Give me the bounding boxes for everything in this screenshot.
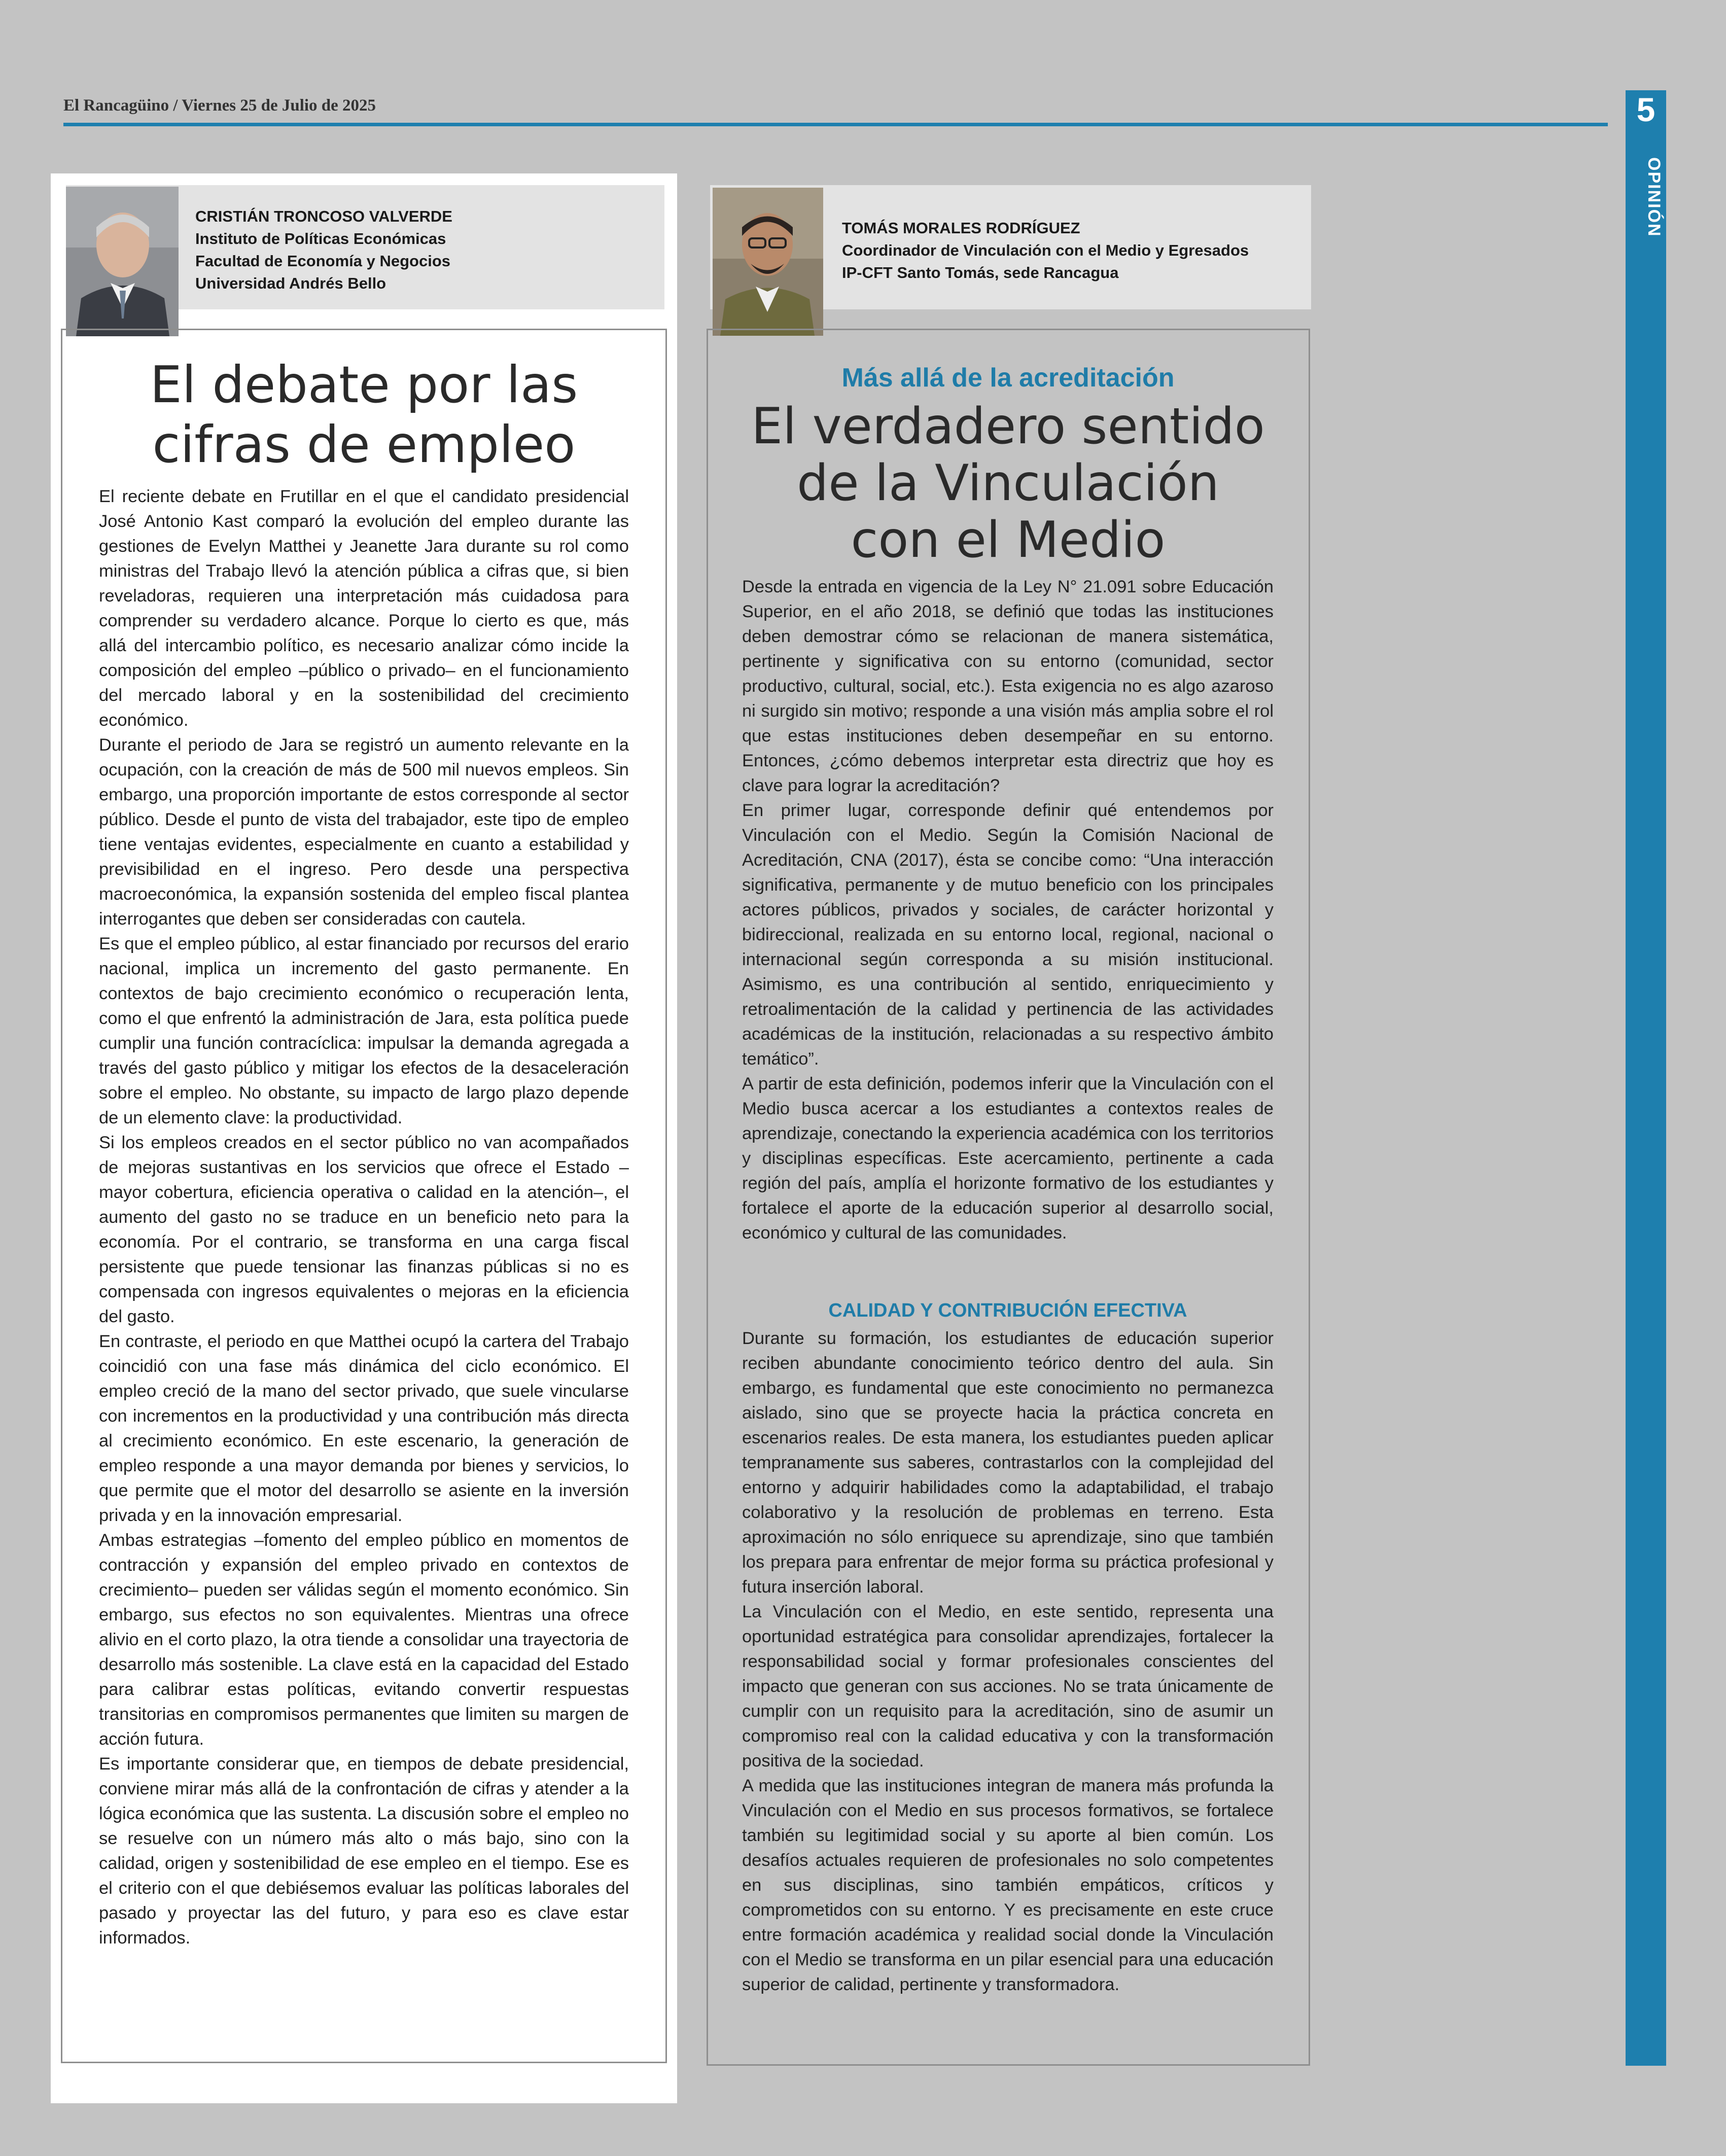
right-author-meta [842,217,1309,284]
right-paragraph: Desde la entrada en vigencia de la Ley N° 21.091 sobre Educación Superior, en el año 2018, se definió que todas las instituciones deben demostrar cómo se relacionan de manera sistemática, pertinente y significativa con su entorno (comunidad, sector productivo, cultural, social, etc.). Esta exigencia no es algo azaroso ni surgido sin motivo; responde a una visión más amplia sobre el rol que estas instituciones deben desempeñar en su entorno. Entonces, ¿cómo debemos interpretar esta directriz que hoy es clave para lograr la acreditación? [742,577,1274,795]
right-headline-line-2: de la Vinculación [797,454,1219,512]
right-author-photo [713,188,823,336]
portrait-image [713,188,823,336]
left-paragraph: Si los empleos creados en el sector público no van acompañados de mejoras sustantivas en los servicios que ofrece el Estado –mayor cobertura, eficiencia operativa o calidad en la atención–, el aumento del gasto no se traduce en un beneficio neto para la economía. Por el contrario, se transforma en una carga fiscal persistente que puede tensionar las finanzas públicas si no es compensada con ingresos equivalentes o mejoras en la eficiencia del gasto. [99,1133,629,1326]
right-article-body-part2 [742,1326,1274,1997]
right-paragraph: A partir de esta definición, podemos inferir que la Vinculación con el Medio busca acercar a los estudiantes a contextos reales de aprendizaje, conectando la experiencia académica con los territorios y disciplinas específicas. Este acercamiento, pertinente a cada región del país, amplía el horizonte formativo de los estudiantes y fortalece el aporte de la educación superior al desarrollo social, económico y cultural de las comunidades. [742,1074,1274,1243]
left-paragraph: En contraste, el periodo en que Matthei ocupó la cartera del Trabajo coincidió con una fase más dinámica del ciclo económico. El empleo creció de la mano del sector privado, que suele vincularse con incrementos en la productividad y una contribución más directa al crecimiento económico. En este escenario, la generación de empleo responde a una mayor demanda por bienes y servicios, lo que permite que el motor del desarrollo se asiente en la inversión privada y en la innovación empresarial. [99,1332,629,1525]
right-headline-line-3: con el Medio [851,511,1166,569]
right-paragraph: Durante su formación, los estudiantes de educación superior reciben abundante conocimiento teórico dentro del aula. Sin embargo, es fundamental que este conocimiento no permanezca aislado, sino que se proyecte hacia la práctica concreta en escenarios reales. De esta manera, los estudiantes pueden aplicar tempranamente sus saberes, contrastarlos con la complejidad del entorno y adquirir habilidades como la adaptabilidad, el trabajo colaborativo y la resolución de problemas en terreno. Esta aproximación no sólo enriquece su aprendizaje, sino que también los prepara para enfrentar de mejor forma su práctica profesional y futura inserción laboral. [742,1329,1274,1597]
right-article-body-part1 [742,575,1274,1246]
left-headline-line-1: El debate por las [150,355,578,414]
publication-dateline: El Rancagüino / Viernes 25 de Julio de 2025 [63,96,376,115]
right-article-headline [715,398,1301,569]
left-paragraph: El reciente debate en Frutillar en el que el candidato presidencial José Antonio Kast comparó la evolución del empleo durante las gestiones de Evelyn Matthei y Jeanette Jara durante su rol como ministras del Trabajo llevó la atención pública a cifras que, si bien reveladoras, requieren una interpretación más cuidadosa para comprender su verdadero alcance. Porque lo cierto es que, más allá del intercambio político, es necesario analizar cómo incide la composición del empleo –público o privado– en el funcionamiento del mercado laboral y en la sostenibilidad del crecimiento económico. [99,487,629,730]
right-paragraph: La Vinculación con el Medio, en este sentido, representa una oportunidad estratégica para consolidar aprendizajes, fortalecer la responsabilidad social y formar profesionales conscientes del impacto que generan con sus acciones. No se trata únicamente de cumplir con un requisito para la acreditación, sino de asumir un compromiso real con la calidad educativa y con la transformación positiva de la sociedad. [742,1602,1274,1771]
page-number: 5 [1636,91,1655,128]
left-paragraph: Durante el periodo de Jara se registró un aumento relevante en la ocupación, con la creación de más de 500 mil nuevos empleos. Sin embargo, una proporción importante de estos corresponde al sector público. Desde el punto de vista del trabajador, este tipo de empleo tiene ventajas evidentes, especialmente en cuanto a estabilidad y previsibilidad en el ingreso. Pero desde una perspectiva macroeconómica, la expansión sostenida del empleo fiscal plantea interrogantes que deben ser consideradas con cautela. [99,735,629,929]
right-paragraph: En primer lugar, corresponde definir qué entendemos por Vinculación con el Medio. Según la Comisión Nacional de Acreditación, CNA (2017), ésta se concibe como: “Una interacción significativa, permanente y de mutuo beneficio con los principales actores públicos, privados y sociales, de carácter horizontal y bidireccional, realizada en su entorno local, regional, nacional o internacional según corresponda a su misión institucional. Asimismo, es una contribución al sentido, enriquecimiento y retroalimentación de la calidad y pertinencia de las actividades académicas de la institución, relacionadas a su respectivo ámbito temático”. [742,801,1274,1069]
header-rule [63,123,1608,126]
right-author-name: TOMÁS MORALES RODRÍGUEZ [842,219,1080,237]
left-author-meta [195,205,652,295]
left-author-photo [66,187,179,336]
right-paragraph: A medida que las instituciones integran de manera más profunda la Vinculación con el Medio en sus procesos formativos, se fortalece también su legitimidad social y su aporte al bien común. Los desafíos actuales requieren de profesionales no solo competentes en sus disciplinas, sino también empáticos, críticos y comprometidos con su entorno. Y es precisamente en este cruce entre formación académica y realidad social donde la Vinculación con el Medio se transforma en un pilar esencial para una educación superior de calidad, pertinente y transformadora. [742,1776,1274,1994]
left-author-affiliation-1: Instituto de Políticas Económicas [195,230,446,248]
left-author-affiliation-3: Universidad Andrés Bello [195,274,386,292]
left-paragraph: Ambas estrategias –fomento del empleo público en momentos de contracción y expansión del empleo privado en contextos de crecimiento– pueden ser válidas según el momento económico. Sin embargo, sus efectos no son equivalentes. Mientras una ofrece alivio en el corto plazo, la otra tiende a consolidar una trayectoria de desarrollo más sostenible. La clave está en la capacidad del Estado para calibrar estas políticas, evitando convertir respuestas transitorias en compromisos permanentes que limiten su margen de acción futura. [99,1531,629,1749]
section-label: OPINIÓN [1644,157,1664,237]
right-article-subhead: CALIDAD Y CONTRIBUCIÓN EFECTIVA [828,1300,1187,1321]
left-paragraph: Es importante considerar que, en tiempos de debate presidencial, conviene mirar más allá de la confrontación de cifras y atender a la lógica económica que las sustenta. La discusión sobre el empleo no se resuelve con un número más alto o más bajo, sino con la calidad, origen y sostenibilidad de ese empleo en el tiempo. Ese es el criterio con el que debiésemos evaluar las políticas laborales del pasado y proyectar las del futuro, y para eso es clave estar informados. [99,1754,629,1948]
left-author-name: CRISTIÁN TRONCOSO VALVERDE [195,207,452,225]
left-author-affiliation-2: Facultad de Economía y Negocios [195,252,451,270]
left-article-headline [71,355,657,475]
right-article-kicker: Más allá de la acreditación [841,363,1175,393]
left-paragraph: Es que el empleo público, al estar financiado por recursos del erario nacional, implica un incremento del gasto permanente. En contextos de bajo crecimiento económico o recuperación lenta, como el que enfrentó la administración de Jara, esta política puede cumplir una función contracíclica: impulsar la demanda agregada a través del gasto público y mitigar los efectos de la desaceleración sobre el empleo. No obstante, su impacto de largo plazo depende de un elemento clave: la productividad. [99,934,629,1127]
right-author-affiliation-2: IP-CFT Santo Tomás, sede Rancagua [842,264,1119,281]
right-author-affiliation-1: Coordinador de Vinculación con el Medio y Egresados [842,241,1249,259]
portrait-image [66,187,179,336]
left-headline-line-2: cifras de empleo [152,415,576,474]
right-headline-line-1: El verdadero sentido [751,398,1265,455]
section-sidebar [1626,90,1666,2066]
left-article-body [99,484,629,1951]
